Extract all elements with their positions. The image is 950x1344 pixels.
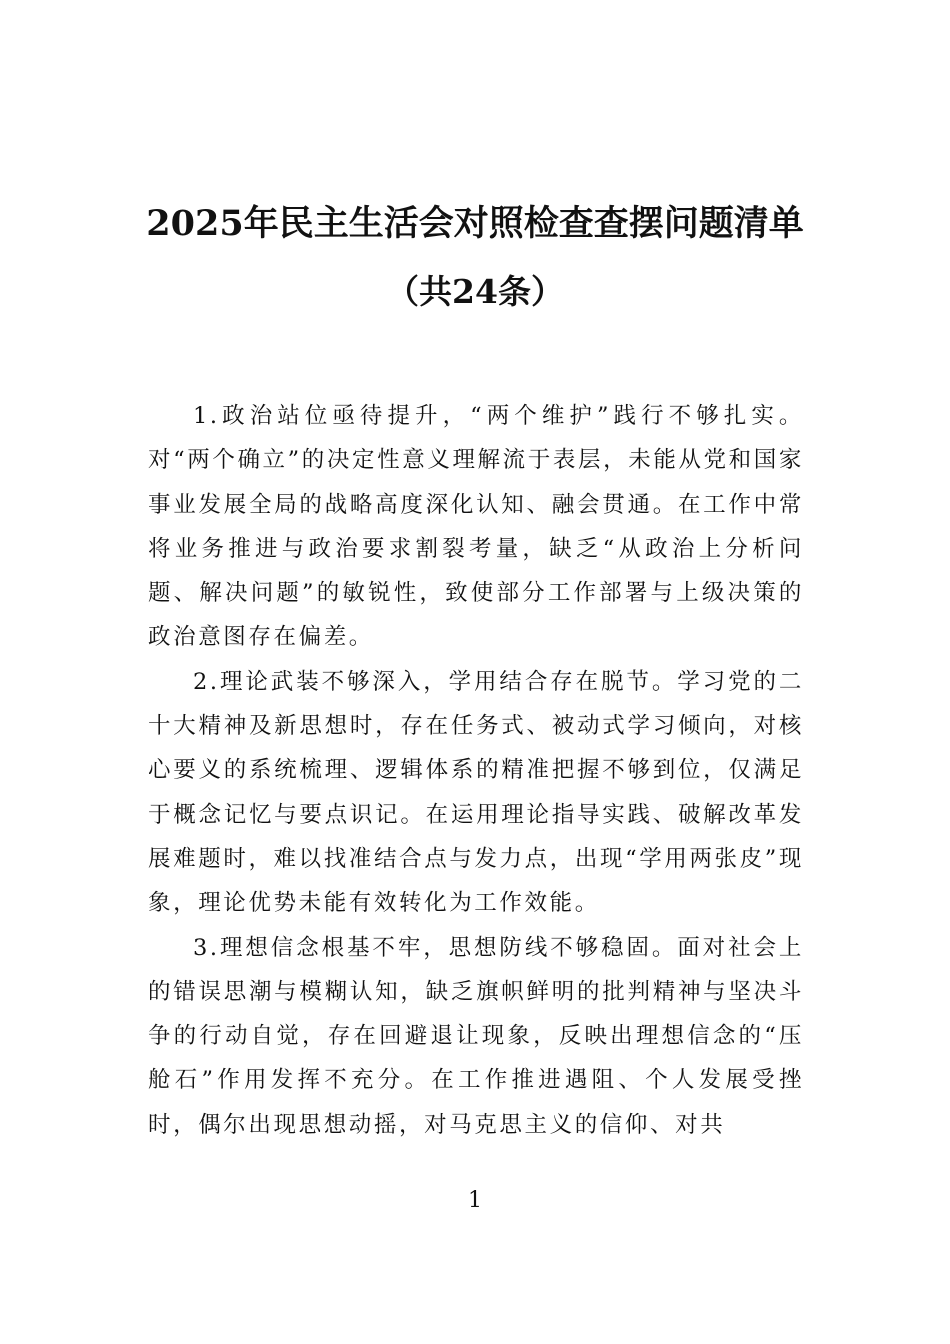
paragraph-3: 3.理想信念根基不牢，思想防线不够稳固。面对社会上的错误思潮与模糊认知，缺乏旗帜鲜明的批判精神与坚决斗争的行动自觉，存在回避退让现象，反映出理想信念的“压舱石”作用发挥不充分。在工作推进遇阻、个人发展受挫时，偶尔出现思想动摇，对马克思主义的信仰、对共: [148, 934, 804, 1138]
document-body: [148, 394, 804, 1147]
document-subtitle: （共24条）: [386, 272, 564, 311]
paragraph-1: 1.政治站位亟待提升，“两个维护”践行不够扎实。对“两个确立”的决定性意义理解流于表层，未能从党和国家事业发展全局的战略高度深化认知、融会贯通。在工作中常将业务推进与政治要求割裂考量，缺乏“从政治上分析问题、解决问题”的敏锐性，致使部分工作部署与上级决策的政治意图存在偏差。: [148, 403, 804, 651]
page-number: 1: [468, 1188, 482, 1213]
document-title: 2025年民主生活会对照检查查摆问题清单: [146, 203, 804, 244]
paragraph-2: 2.理论武装不够深入，学用结合存在脱节。学习党的二十大精神及新思想时，存在任务式、被动式学习倾向，对核心要义的系统梳理、逻辑体系的精准把握不够到位，仅满足于概念记忆与要点识记。在运用理论指导实践、破解改革发展难题时，难以找准结合点与发力点，出现“学用两张皮”现象，理论优势未能有效转化为工作效能。: [148, 668, 804, 917]
